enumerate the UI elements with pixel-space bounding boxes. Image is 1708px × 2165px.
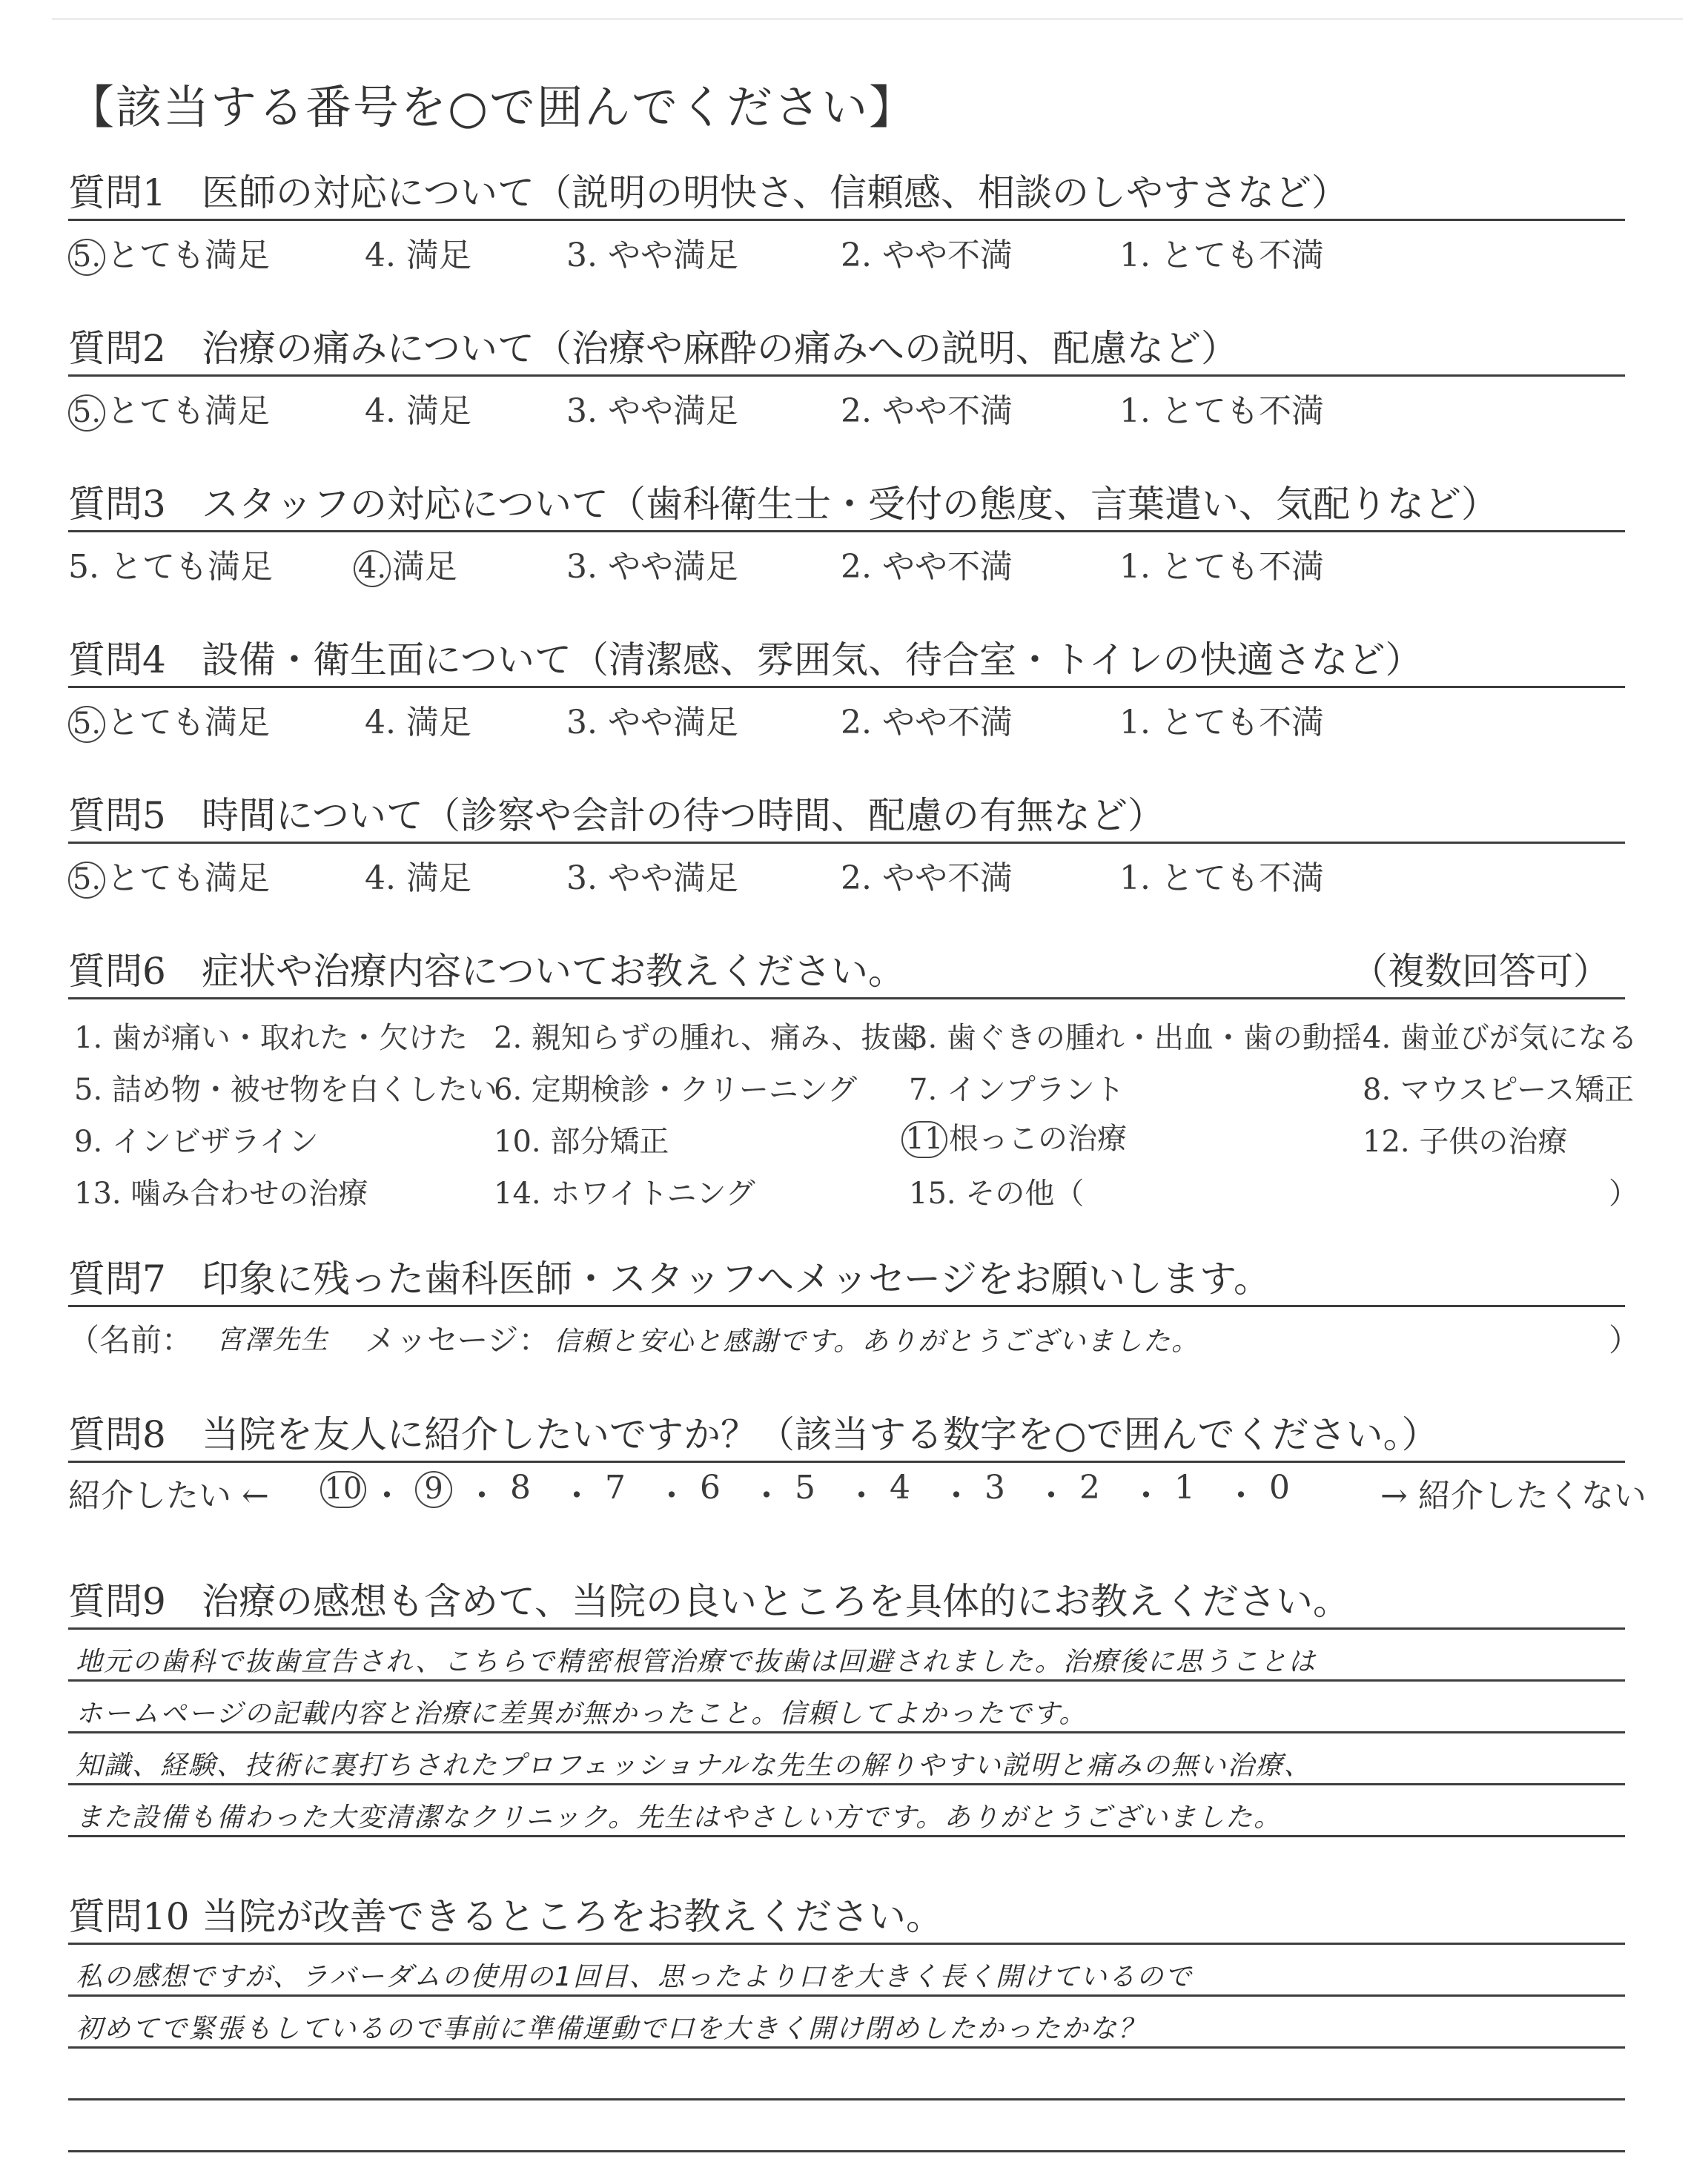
circle-mark: 5.	[68, 706, 105, 743]
option-2[interactable]: 2. やや不満	[841, 704, 1013, 741]
symptom-option[interactable]: 9. インビザライン	[74, 1125, 319, 1159]
symptom-option[interactable]: 10. 部分矯正	[494, 1125, 669, 1159]
question-10	[68, 1891, 1625, 2165]
question-text: 治療の感想も含めて、当院の良いところを具体的にお教えください。	[202, 1580, 1350, 1623]
scale-separator: ・	[750, 1477, 783, 1515]
scale-value[interactable]: 2	[1079, 1469, 1100, 1507]
question-text: スタッフの対応について（歯科衛生士・受付の態度、言葉遣い、気配りなど）	[202, 483, 1498, 526]
symptom-option-other[interactable]: 15. その他（	[909, 1177, 1085, 1211]
circle-mark: 4.	[354, 550, 391, 587]
question-text: 当院が改善できるところをお教えください。	[202, 1895, 943, 1938]
question-4	[68, 634, 1625, 747]
option-5[interactable]: 5. とても満足	[68, 548, 273, 586]
symptom-option-11[interactable]: 11 根っこの治療	[901, 1115, 1127, 1158]
handwritten-comment-line: 私の感想ですが、ラバーダムの使用の1回目、思ったより口を大きく長く開けているので	[76, 1962, 1193, 1992]
circle-mark: 10	[320, 1471, 366, 1508]
question-2	[68, 323, 1625, 436]
option-4[interactable]: 4. 満足	[365, 237, 471, 274]
symptom-option[interactable]: 7. インプラント	[909, 1073, 1125, 1107]
option-5[interactable]: 5. とても満足	[68, 851, 270, 899]
option-1[interactable]: 1. とても不満	[1119, 237, 1324, 274]
scale-separator: ・	[845, 1477, 878, 1515]
scale-value[interactable]: 6	[700, 1469, 721, 1507]
scale-value[interactable]: 8	[510, 1469, 531, 1507]
handwritten-comment-line: 初めてで緊張もしているので事前に準備運動で口を大きく開け閉めしたかったかな？	[76, 2014, 1147, 2044]
option-4[interactable]: 4. 満足	[365, 704, 471, 741]
scale-separator: ・	[371, 1477, 403, 1515]
option-1[interactable]: 1. とても不満	[1119, 548, 1324, 586]
question-number: 質問8	[68, 1413, 166, 1456]
question-number: 質問7	[68, 1257, 166, 1300]
question-text: 医師の対応について（説明の明快さ、信頼感、相談のしやすさなど）	[202, 171, 1348, 214]
option-1[interactable]: 1. とても不満	[1119, 859, 1324, 897]
question-text: 治療の痛みについて（治療や麻酔の痛みへの説明、配慮など）	[202, 327, 1238, 370]
question-6	[68, 945, 1638, 1214]
circle-mark: 11	[901, 1121, 947, 1158]
option-5[interactable]: 5. とても満足	[68, 695, 270, 743]
name-handwritten[interactable]: 宮澤先生	[216, 1325, 330, 1355]
handwritten-comment-line: 地元の歯科で抜歯宣告され、こちらで精密根管治療で抜歯は回避されました。治療後に思うことは	[76, 1647, 1317, 1677]
question-number: 質問2	[68, 327, 166, 370]
option-3[interactable]: 3. やや満足	[566, 859, 738, 897]
handwritten-comment-line: 知識、経験、技術に裏打ちされたプロフェッショナルな先生の解りやすい説明と痛みの無い治療、	[76, 1751, 1312, 1781]
symptom-option[interactable]: 3. 歯ぐきの腫れ・出血・歯の動揺	[909, 1021, 1362, 1055]
option-4[interactable]: 4. 満足	[365, 392, 471, 430]
option-1[interactable]: 1. とても不満	[1119, 704, 1324, 741]
question-number: 質問6	[68, 950, 166, 993]
close-paren: ）	[1609, 1177, 1638, 1211]
question-number: 質問9	[68, 1580, 166, 1623]
option-3[interactable]: 3. やや満足	[566, 704, 738, 741]
question-text: 印象に残った歯科医師・スタッフへメッセージをお願いします。	[202, 1257, 1271, 1300]
scale-separator: ・	[466, 1477, 498, 1515]
symptom-option[interactable]: 2. 親知らずの腫れ、痛み、抜歯	[494, 1021, 921, 1055]
circle-mark: 9	[415, 1471, 452, 1508]
circle-mark: 5.	[68, 862, 105, 899]
scale-value[interactable]: 7	[605, 1469, 626, 1507]
symptom-option[interactable]: 4. 歯並びが気になる	[1363, 1021, 1638, 1055]
symptom-option[interactable]: 1. 歯が痛い・取れた・欠けた	[74, 1021, 468, 1055]
top-border	[52, 18, 1683, 20]
option-4[interactable]: 4. 満足	[365, 859, 471, 897]
option-1[interactable]: 1. とても不満	[1119, 392, 1324, 430]
symptom-option[interactable]: 12. 子供の治療	[1363, 1125, 1568, 1159]
option-2[interactable]: 2. やや不満	[841, 548, 1013, 586]
circle-mark: 5.	[68, 394, 105, 432]
question-9	[68, 1576, 1625, 1850]
scale-separator: ・	[655, 1477, 688, 1515]
question-number: 質問1	[68, 171, 166, 214]
symptom-option[interactable]: 14. ホワイトニング	[494, 1177, 755, 1211]
scale-value[interactable]: 3	[984, 1469, 1005, 1507]
question-text: 当院を友人に紹介したいですか？（該当する数字を○で囲んでください。）	[202, 1413, 1439, 1456]
scale-value[interactable]: 4	[890, 1469, 910, 1507]
option-5[interactable]: 5. とても満足	[68, 228, 270, 276]
scale-value[interactable]: 1	[1174, 1469, 1195, 1507]
option-2[interactable]: 2. やや不満	[841, 237, 1013, 274]
symptom-option[interactable]: 5. 詰め物・被せ物を白くしたい	[74, 1073, 497, 1107]
name-label: （名前：	[68, 1322, 193, 1358]
question-text: 症状や治療内容についてお教えください。	[202, 950, 905, 993]
option-3[interactable]: 3. やや満足	[566, 237, 738, 274]
question-number: 質問3	[68, 483, 166, 526]
scale-separator: ・	[940, 1477, 973, 1515]
option-2[interactable]: 2. やや不満	[841, 859, 1013, 897]
symptom-option[interactable]: 13. 噛み合わせの治療	[74, 1177, 368, 1211]
scale-value[interactable]: 0	[1269, 1469, 1290, 1507]
close-paren: ）	[1609, 1322, 1641, 1358]
option-3[interactable]: 3. やや満足	[566, 548, 738, 586]
handwritten-comment-line: ホームページの記載内容と治療に差異が無かったこと。信頼してよかったです。	[76, 1699, 1088, 1729]
circle-mark: 5.	[68, 239, 105, 276]
question-3	[68, 478, 1625, 592]
scale-separator: ・	[560, 1477, 593, 1515]
question-number: 質問4	[68, 638, 166, 681]
form-instruction-title: 【該当する番号を○で囲んでください】	[68, 80, 917, 134]
handwritten-comment-line: また設備も備わった大変清潔なクリニック。先生はやさしい方です。ありがとうございました。	[76, 1802, 1282, 1833]
question-5	[68, 790, 1625, 903]
question-7	[68, 1253, 1641, 1366]
question-8	[68, 1409, 1646, 1522]
message-handwritten[interactable]: 信頼と安心と感謝です。ありがとうございました。	[554, 1326, 1200, 1357]
message-label: メッセージ：	[365, 1322, 550, 1358]
question-text: 設備・衛生面について（清潔感、雰囲気、待合室・トイレの快適さなど）	[202, 638, 1423, 681]
question-text: 時間について（診察や会計の待つ時間、配慮の有無など）	[202, 794, 1165, 837]
option-2[interactable]: 2. やや不満	[841, 392, 1013, 430]
scale-value[interactable]: 5	[795, 1469, 815, 1507]
scale-separator: ・	[1035, 1477, 1068, 1515]
scale-right-label: → 紹介したくない	[1380, 1477, 1646, 1515]
option-5[interactable]: 5. とても満足	[68, 384, 270, 432]
option-3[interactable]: 3. やや満足	[566, 392, 738, 430]
symptom-option[interactable]: 8. マウスピース矯正	[1363, 1073, 1635, 1107]
option-4[interactable]: 4. 満足	[354, 540, 457, 587]
scale-separator: ・	[1130, 1477, 1162, 1515]
scale-value[interactable]	[415, 1469, 454, 1508]
question-1	[68, 167, 1625, 280]
symptom-option[interactable]: 6. 定期検診・クリーニング	[494, 1073, 858, 1107]
question-number: 質問10	[68, 1895, 190, 1938]
scale-separator: ・	[1225, 1477, 1257, 1515]
scale-value[interactable]	[320, 1469, 368, 1508]
question-number: 質問5	[68, 794, 166, 837]
multiple-answer-note: （複数回答可）	[1351, 950, 1610, 993]
scale-left-label: 紹介したい ←	[68, 1477, 269, 1515]
